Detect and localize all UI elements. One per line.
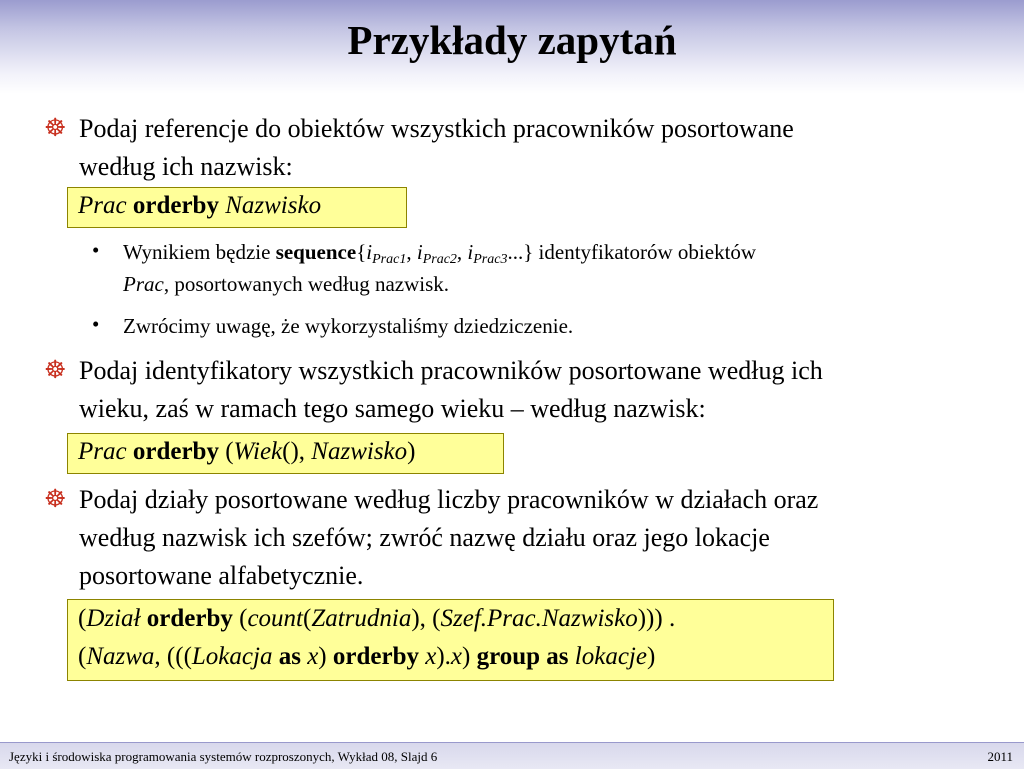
italic-span: i xyxy=(467,240,474,264)
query-3-line-1 xyxy=(78,600,833,638)
query-3-line-2 xyxy=(78,638,833,676)
paragraph-3-line-3: posortowane alfabetycznie. xyxy=(79,561,364,590)
query-keyword: as xyxy=(278,643,301,670)
query-token: x xyxy=(307,643,319,670)
query-token: Lokacja xyxy=(191,643,273,670)
query-token: x xyxy=(425,643,437,670)
subscript: Prac2 xyxy=(422,252,457,267)
paragraph-2-line-2: wieku, zaś w ramach tego samego wieku – według nazwisk: xyxy=(79,394,706,423)
query-token: Prac xyxy=(78,192,127,219)
query-token: ( xyxy=(78,643,87,670)
query-token: Nazwisko xyxy=(311,438,408,465)
query-token: Prac xyxy=(78,438,127,465)
sub-bullet-dot: • xyxy=(92,238,100,262)
paragraph-2-line-1: Podaj identyfikatory wszystkich pracowników posortowane według ich xyxy=(79,356,823,385)
query-keyword: group as xyxy=(476,643,569,670)
query-1-box xyxy=(67,187,407,228)
sub-bullet-2: Zwrócimy uwagę, że wykorzystaliśmy dziedziczenie. xyxy=(123,314,574,338)
text-span: , xyxy=(406,240,417,264)
paragraph-1-line-1: Podaj referencje do obiektów wszystkich pracowników posortowane xyxy=(79,114,794,143)
subscript: Prac1 xyxy=(372,252,407,267)
query-token: ). xyxy=(436,643,451,670)
query-token: ) xyxy=(646,643,656,670)
footer-bar xyxy=(0,742,1024,769)
italic-span: i xyxy=(366,240,373,264)
query-token: Szef.Prac.Nazwisko xyxy=(440,605,638,632)
query-3-box xyxy=(67,599,834,681)
query-token: ) xyxy=(407,438,416,465)
slide-title: Przykłady zapytań xyxy=(347,17,677,63)
paragraph-3-line-2: według nazwisk ich szefów; zwróć nazwę działu oraz jego lokacje xyxy=(79,523,770,552)
footer-year: 2011 xyxy=(987,749,1013,764)
sub-bullet-dot: • xyxy=(92,312,100,336)
query-token: ) xyxy=(318,643,327,670)
footer-course-info: Języki i środowiska programowania systemów rozproszonych, Wykład 08, Slajd 6 xyxy=(9,749,438,764)
bullet-icon: ☸ xyxy=(44,357,67,384)
query-token: Wiek xyxy=(233,438,283,465)
text-span: , xyxy=(456,240,468,264)
query-token: (), xyxy=(282,438,312,465)
query-keyword: orderby xyxy=(146,605,233,632)
query-keyword: orderby xyxy=(332,643,419,670)
sub-bullet-1 xyxy=(123,236,1003,300)
text-span: ...} identyfikatorów obiektów xyxy=(507,240,757,264)
paragraph-3 xyxy=(79,481,999,595)
query-token: , ((( xyxy=(154,643,192,670)
query-keyword: orderby xyxy=(132,192,219,219)
query-token: x xyxy=(450,643,463,670)
paragraph-1 xyxy=(79,110,999,186)
query-token: Nazwisko xyxy=(225,192,322,219)
text-span: { xyxy=(356,240,367,264)
italic-span: Prac xyxy=(123,272,164,296)
query-token: Zatrudnia xyxy=(311,605,412,632)
query-token: lokacje xyxy=(574,643,647,670)
text-span: , posortowanych według nazwisk. xyxy=(163,272,450,296)
subscript: Prac3 xyxy=(473,252,508,267)
italic-span: i xyxy=(416,240,423,264)
query-token: Dział xyxy=(86,605,141,632)
sub-bullet-1-line-2 xyxy=(123,268,1003,300)
query-token: ( xyxy=(303,605,312,632)
query-token: ( xyxy=(225,438,234,465)
query-2-box xyxy=(67,433,504,474)
keyword-span: sequence xyxy=(275,240,357,264)
paragraph-2 xyxy=(79,352,999,428)
query-token: ) xyxy=(462,643,471,670)
query-token: ( xyxy=(78,605,87,632)
paragraph-3-line-1: Podaj działy posortowane według liczby pracowników w działach oraz xyxy=(79,485,819,514)
bullet-icon: ☸ xyxy=(44,115,67,142)
sub-bullet-1-line-1 xyxy=(123,236,1003,268)
text-span: Wynikiem będzie xyxy=(123,240,276,264)
query-token: ( xyxy=(239,605,248,632)
query-token: Nazwa xyxy=(86,643,155,670)
query-token: ))) . xyxy=(637,605,676,632)
paragraph-1-line-2: według ich nazwisk: xyxy=(79,152,293,181)
query-token: count xyxy=(247,605,303,632)
query-token: ), ( xyxy=(411,605,441,632)
query-keyword: orderby xyxy=(132,438,219,465)
bullet-icon: ☸ xyxy=(44,486,67,513)
